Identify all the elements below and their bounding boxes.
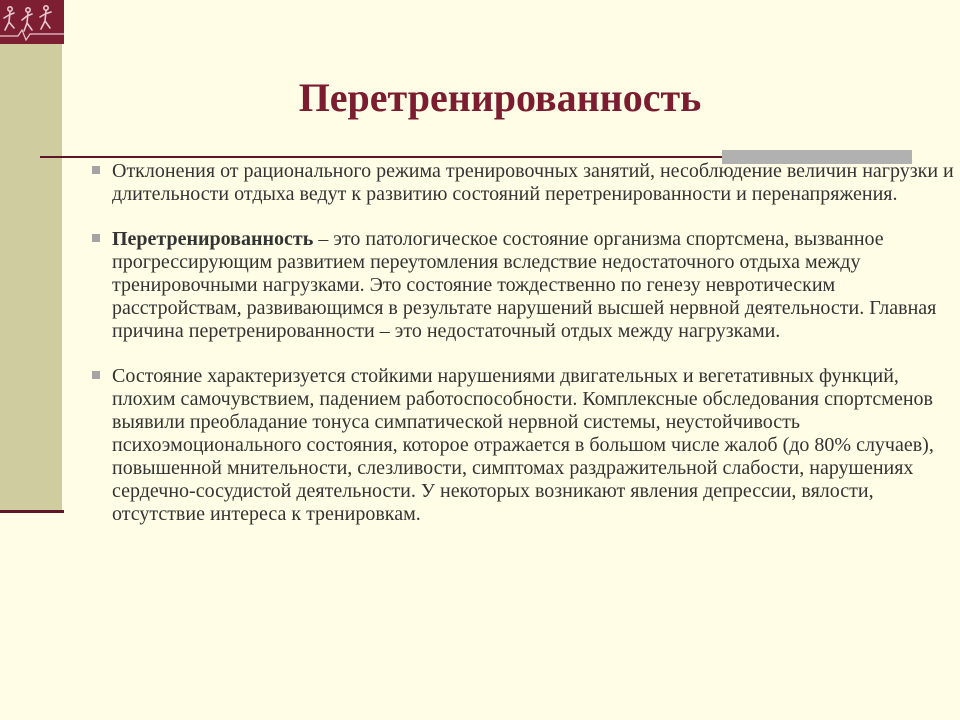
square-bullet-icon xyxy=(92,371,100,379)
title-underline xyxy=(40,156,722,158)
left-band-divider xyxy=(0,510,64,513)
square-bullet-icon xyxy=(92,166,100,174)
bullet-text: Отклонения от рационального режима тренировочных занятий, несоблюдение величин нагрузки и длительности отдыха ведут к развитию состояний перетренированности и перенапряжения. xyxy=(112,160,954,205)
square-bullet-icon xyxy=(92,234,100,242)
bullet-text: – это патологическое состояние организма спортсмена, вызванное прогрессирующим развитием переутомления вследствие недостаточного отдыха между тренировочными нагрузками. Это состояние тождественно по генезу невротическим расстройствам, развивающимся в результате нарушений высшей нервной деятельности. Главная причина перетренированности – это недостаточный отдых между нагрузками. xyxy=(112,228,937,342)
bullet-text: Состояние характеризуется стойкими нарушениями двигательных и вегетативных функций, плохим самочувствием, падением работоспособности. Комплексные обследования спортсменов выявили преобладание тонуса симпатической нервной системы, неустойчивость психоэмоционального состояния, которое отражается в большом числе жалоб (до 80% случаев), повышенной мнительности, слезливости, симптомах раздражительной слабости, нарушениях сердечно-сосудистой деятельности. У некоторых возникают явления депрессии, вялости, отсутствие интереса к тренировкам. xyxy=(112,365,934,525)
list-item xyxy=(92,228,958,343)
runner-figures-icon xyxy=(0,0,64,44)
list-item xyxy=(92,160,958,206)
list-item xyxy=(92,365,958,526)
bullet-term: Перетренированность xyxy=(112,228,314,250)
bullet-list xyxy=(92,160,958,548)
slide-title: Перетренированность xyxy=(298,75,702,120)
